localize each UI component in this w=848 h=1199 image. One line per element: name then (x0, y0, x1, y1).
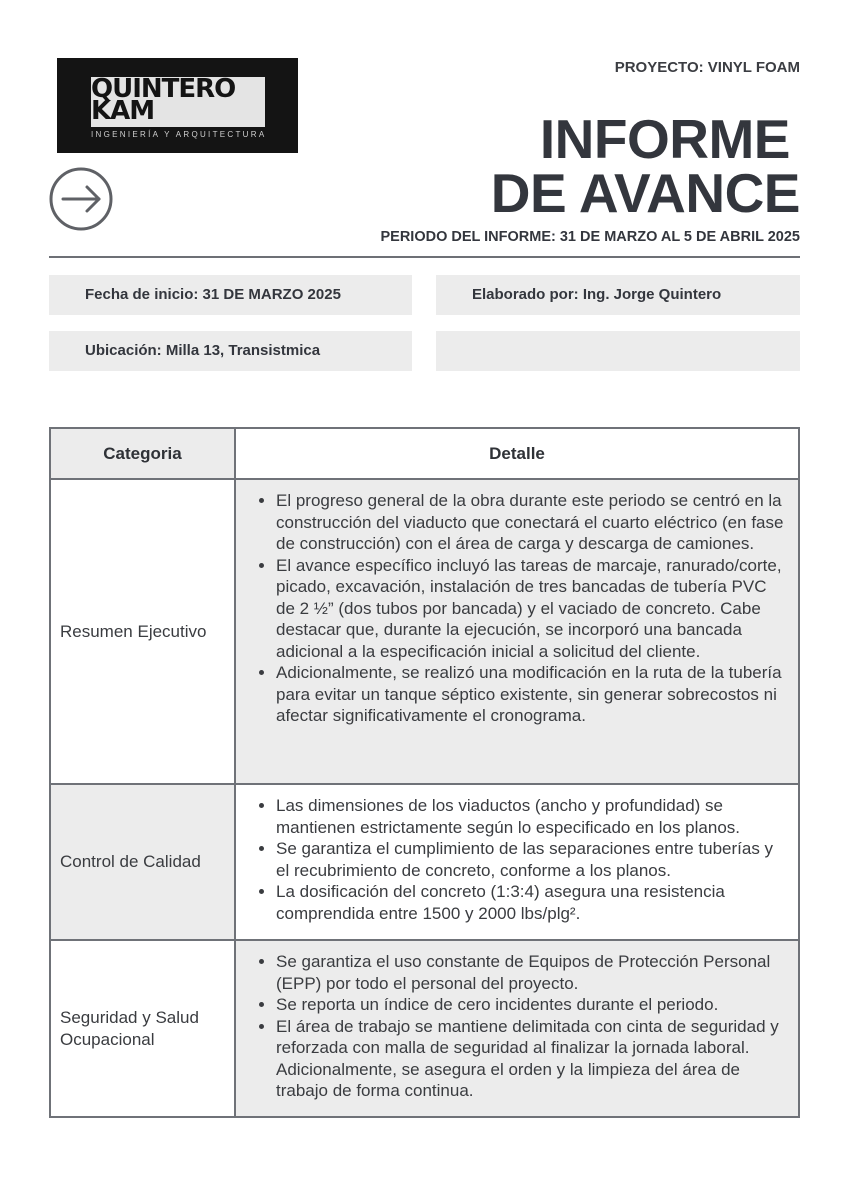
logo-word-quintero: QUINTERO (91, 74, 236, 104)
location-box: Ubicación: Milla 13, Transistmica (49, 331, 412, 371)
title-line-1: INFORME (539, 108, 790, 170)
column-header-category: Categoria (50, 428, 235, 479)
arrow-right-circle-icon (49, 167, 113, 231)
list-item: • Se garantiza el cumplimiento de las separaciones entre tuberías y el recubrimiento de concreto, conforme a los planos. (276, 838, 786, 881)
list-item: • Se garantiza el uso constante de Equipos de Protección Personal (EPP) por todo el personal del proyecto. (276, 951, 786, 994)
logo-word-kam: KAM (91, 96, 155, 126)
category-cell: Seguridad y Salud Ocupacional (50, 940, 235, 1117)
table-row (50, 940, 799, 1117)
detail-cell (235, 784, 799, 940)
detail-list (254, 951, 786, 1102)
report-table (49, 427, 800, 1118)
category-cell: Control de Calidad (50, 784, 235, 940)
list-item: • El área de trabajo se mantiene delimitada con cinta de seguridad y reforzada con malla de seguridad al finalizar la jornada laboral. Adicionalmente, se asegura el orden y la limpieza del área de trabajo de forma continua. (276, 1016, 786, 1102)
detail-cell (235, 940, 799, 1117)
header-divider (49, 256, 800, 258)
logo-tagline: INGENIERÍA Y ARQUITECTURA (91, 130, 267, 139)
detail-list (254, 795, 786, 924)
project-name: PROYECTO: VINYL FOAM (614, 59, 800, 76)
list-item: • Adicionalmente, se realizó una modificación en la ruta de la tubería para evitar un tanque séptico existente, sin generar sobrecostos ni afectar significativamente el cronograma. (276, 662, 786, 727)
report-period: PERIODO DEL INFORME: 31 DE MARZO AL 5 DE ABRIL 2025 (380, 229, 800, 245)
table-row (50, 784, 799, 940)
table-row (50, 479, 799, 784)
start-date-box: Fecha de inicio: 31 DE MARZO 2025 (49, 275, 412, 315)
table-header-row (50, 428, 799, 479)
list-item: • El avance específico incluyó las tareas de marcaje, ranurado/corte, picado, excavación, instalación de tres bancadas de tubería PVC de 2 ½” (dos tubos por bancada) y el vaciado de concreto. Cabe destacar que, durante la ejecución, se incorporó una bancada adicional a la especificación inicial a solicitud del cliente. (276, 555, 786, 663)
list-item: • El progreso general de la obra durante este periodo se centró en la construcción del viaducto que conectará el cuarto eléctrico (en fase de construcción) con el área de carga y descarga de camiones. (276, 490, 786, 555)
list-item: • La dosificación del concreto (1:3:4) asegura una resistencia comprendida entre 1500 y 2000 lbs/plg². (276, 881, 786, 924)
column-header-detail: Detalle (235, 428, 799, 479)
detail-cell (235, 479, 799, 784)
empty-info-box (436, 331, 800, 371)
list-item: • Las dimensiones de los viaductos (ancho y profundidad) se mantienen estrictamente según lo especificado en los planos. (276, 795, 786, 838)
detail-list (254, 490, 786, 727)
category-cell: Resumen Ejecutivo (50, 479, 235, 784)
list-item: • Se reporta un índice de cero incidentes durante el periodo. (276, 994, 786, 1016)
page-title (490, 108, 800, 224)
author-box: Elaborado por: Ing. Jorge Quintero (436, 275, 800, 315)
title-line-2: DE AVANCE (490, 162, 800, 224)
company-logo (57, 58, 298, 153)
